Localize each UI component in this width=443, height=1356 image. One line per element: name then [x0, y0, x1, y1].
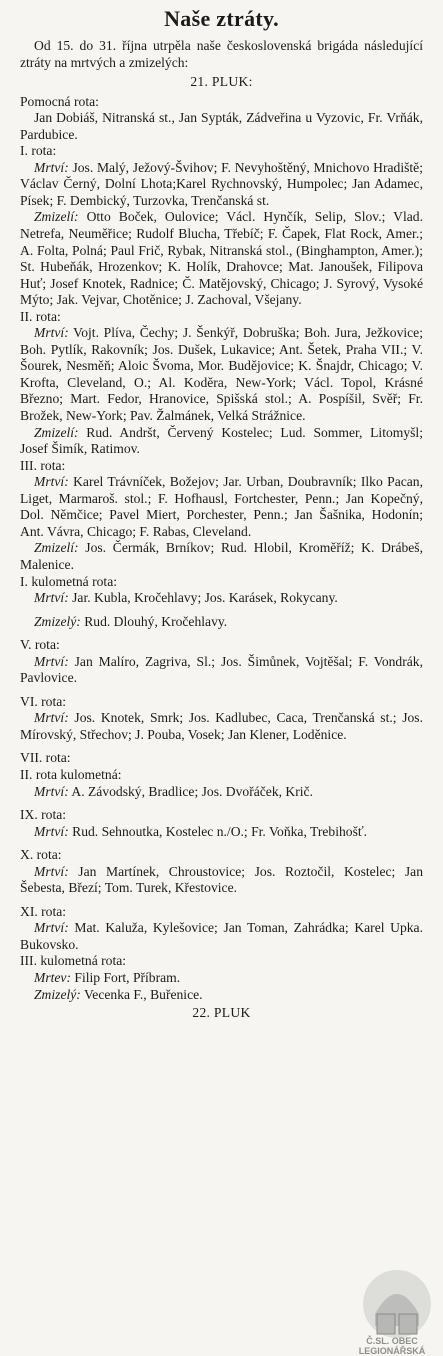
missing-list: Zmizelí: Jos. Čermák, Brníkov; Rud. Hlobil, Kroměříž; K. Drábeš, Malenice. [20, 540, 423, 572]
dead-list: Mrtví: Karel Trávníček, Božejov; Jar. Urban, Doubravník; Ilko Pacan, Liget, Marmaroš. stol.; F. Hofhausl, Fortchester, Penn.; Jan Kopečný, Dol. Němčice; Pavel Miert, Porchester, Penn.; Jan Šašnika, Hodonín; Ant. Vávra, Chicago; F. Rabas, Cleveland. [20, 474, 423, 539]
unit-heading: I. rota: [20, 143, 57, 159]
article-title: Naše ztráty. [164, 6, 279, 31]
dead-list: Mrtev: Filip Fort, Příbram. [34, 969, 181, 985]
unit-heading: Pomocná rota: [20, 93, 99, 109]
missing-list: Zmizelí: Rud. Andršt, Červený Kostelec; Lud. Sommer, Litomyšl; Josef Šimík, Ratimov. [20, 424, 423, 457]
names-paragraph: Jan Dobiáš, Nitranská st., Jan Sypták, Zádveřina u Vyzovic, Fr. Vrňák, Pardubice. [20, 110, 423, 142]
dead-list: Mrtví: Rud. Sehnoutka, Kostelec n./O.; Fr. Voňka, Trebihošť. [34, 823, 368, 839]
dead-list: Mrtví: Vojt. Plíva, Čechy; J. Šenkýř, Dobruška; Boh. Jura, Ježkovice; Boh. Pytlík, Rakovník; Jos. Dušek, Lukavice; Ant. Šetek, Praha VII.; V. Šourek, Nesměň; Aloic Švoma, Mor. Budějovice; K. Šnajdr, Chicago; V. Krofta, Cleveland, O.; Al. Koděra, New-York; Václ. Topol, Krásné Březno; Mart. Fedor, Hranovice, Spišská stol.; A. Pospíšil, Svěř; Fr. Brožek, New-York; Pav. Žalmánek, Velká Strážnice. [20, 325, 423, 424]
unit-heading: II. rota kulometná: [20, 766, 122, 782]
unit-heading: I. kulometná rota: [20, 573, 118, 589]
dead-list: Mrtví: Jar. Kubla, Kročehlavy; Jos. Karásek, Rokycany. [34, 590, 338, 606]
unit-heading: IX. rota: [20, 807, 67, 823]
unit-heading: VII. rota: [20, 750, 71, 766]
intro-paragraph: Od 15. do 31. října utrpěla naše československá brigáda následující ztráty na mrtvých a zmizelých: [20, 38, 423, 70]
unit-heading: III. kulometná rota: [20, 953, 127, 969]
unit-heading: III. rota: [20, 457, 66, 473]
dead-list: Mrtví: Jos. Malý, Ježový-Švihov; F. Nevyhoštěný, Mnichovo Hradiště; Václav Černý, Dolní Lhota;Karel Rychnovský, Humpolec; Jan Adamec, Písek; F. Dembický, Turzovka, Trenčanská st. [20, 159, 423, 208]
unit-heading: XI. rota: [20, 903, 67, 919]
dead-list: Mrtví: A. Závodský, Bradlice; Jos. Dvořáček, Krič. [34, 783, 313, 799]
dead-list: Mrtví: Jan Martínek, Chroustovice; Jos. Roztočil, Kostelec; Jan Šebesta, Březí; Tom. Turek, Křestovice. [20, 863, 423, 896]
stamp-line2: LEGIONÁŘSKÁ [358, 1346, 426, 1356]
regiment-heading: 21. PLUK: [190, 74, 253, 90]
stamp-line1: Č.SL. OBEC [366, 1336, 418, 1346]
unit-heading: II. rota: [20, 308, 61, 324]
dead-list: Mrtví: Jos. Knotek, Smrk; Jos. Kadlubec, Caca, Trenčanská st.; Jos. Mírovský, Střechov; J. Pouba, Vosek; Jan Klener, Loděnice. [20, 710, 423, 742]
unit-heading: V. rota: [20, 637, 60, 653]
unit-heading: VI. rota: [20, 693, 67, 709]
dead-list: Mrtví: Jan Malíro, Zagriva, Sl.; Jos. Šimůnek, Vojtěšal; F. Vondrák, Pavlovice. [20, 653, 423, 686]
unit-heading: X. rota: [20, 847, 62, 863]
missing-list: Zmizelí: Otto Boček, Oulovice; Václ. Hynčík, Selip, Slov.; Vlad. Netrefa, Neuměřice; Rudolf Blucha, Třebíč; F. Čapek, Flat Rock, Amer.; A. Folta, Polná; Paul Frič, Rybak, Nitranská stol., (Binghampton, Amer.); St. Hubeňák, Hrozenkov; K. Holík, Drahovce; Mat. Janoušek, Filipova Huť; Josef Knotek, Radnice; Č. Matějovský, Chicago; J. Syrový, Vysoké Mýto; Jak. Vejvar, Chotěnice; J. Zachoval, Všejany. [20, 209, 423, 308]
missing-list: Zmizelý: Vecenka F., Buřenice. [34, 986, 203, 1002]
missing-list: Zmizelý: Rud. Dlouhý, Kročehlavy. [34, 613, 228, 629]
next-regiment-heading: 22. PLUK [192, 1005, 251, 1021]
legion-stamp-logo [345, 1262, 440, 1356]
dead-list: Mrtví: Mat. Kaluža, Kylešovice; Jan Toman, Zahrádka; Karel Upka. Bukovsko. [20, 920, 423, 952]
